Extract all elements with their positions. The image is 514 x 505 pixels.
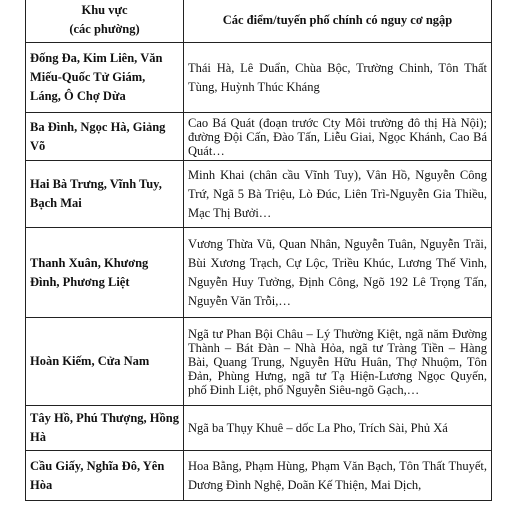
points-cell: Vương Thừa Vũ, Quan Nhân, Nguyễn Tuân, Nguyễn Trãi, Bùi Xương Trạch, Cự Lộc, Triều Khúc, Lương Thế Vinh, Nguyễn Huy Tưởng, Định Công, Ngõ 192 Lê Trọng Tấn, Nguyễn Văn Trỗi,… [184, 228, 492, 318]
area-cell: Hai Bà Trưng, Vĩnh Tuy, Bạch Mai [26, 161, 184, 228]
table-row [26, 318, 492, 406]
area-cell: Hoàn Kiếm, Cửa Nam [26, 318, 184, 406]
area-cell: Đống Đa, Kim Liên, Văn Miếu-Quốc Tử Giám, Láng, Ô Chợ Dừa [26, 43, 184, 113]
header-area-subtitle: (các phường) [69, 22, 140, 36]
area-cell: Thanh Xuân, Khương Đình, Phương Liệt [26, 228, 184, 318]
points-cell: Minh Khai (chân cầu Vĩnh Tuy), Vân Hồ, Nguyễn Công Trứ, Ngã 5 Bà Triệu, Lò Đúc, Liên Trì-Nguyễn Gia Thiều, Mạc Thị Bưởi… [184, 161, 492, 228]
header-area [26, 0, 184, 43]
table-row [26, 161, 492, 228]
table-row [26, 43, 492, 113]
points-cell: Ngã tư Phan Bội Châu – Lý Thường Kiệt, ngã năm Đường Thành – Bát Đàn – Nhà Hỏa, ngã tư Tràng Tiền – Hàng Bài, Quang Trung, Nguyễn Hữu Huân, Thợ Nhuộm, Tôn Đản, Phùng Hưng, ngã tư Tạ Hiện-Lương Ngọc Quyến, phố Đinh Liệt, phố Nguyễn Siêu-ngõ Gạch,… [184, 318, 492, 406]
points-cell: Cao Bá Quát (đoạn trước Cty Môi trường đô thị Hà Nội); đường Đội Cấn, Đào Tấn, Liễu Giai, Ngọc Khánh, Cao Bá Quát… [184, 113, 492, 161]
points-cell: Ngã ba Thụy Khuê – dốc La Pho, Trích Sài, Phủ Xá [184, 406, 492, 451]
flood-risk-table [25, 0, 492, 501]
table-row [26, 406, 492, 451]
area-cell: Ba Đình, Ngọc Hà, Giảng Võ [26, 113, 184, 161]
area-cell: Cầu Giấy, Nghĩa Đô, Yên Hòa [26, 451, 184, 501]
header-area-title: Khu vực [81, 3, 128, 17]
table-row [26, 451, 492, 501]
area-cell: Tây Hồ, Phú Thượng, Hồng Hà [26, 406, 184, 451]
table-row [26, 228, 492, 318]
header-points: Các điểm/tuyến phố chính có nguy cơ ngập [184, 0, 492, 43]
points-cell: Hoa Bằng, Phạm Hùng, Phạm Văn Bạch, Tôn Thất Thuyết, Dương Đình Nghệ, Doãn Kế Thiện, Mai Dịch, [184, 451, 492, 501]
table-header-row [26, 0, 492, 43]
table-row [26, 113, 492, 161]
points-cell: Thái Hà, Lê Duẩn, Chùa Bộc, Trường Chinh, Tôn Thất Tùng, Huỳnh Thúc Kháng [184, 43, 492, 113]
